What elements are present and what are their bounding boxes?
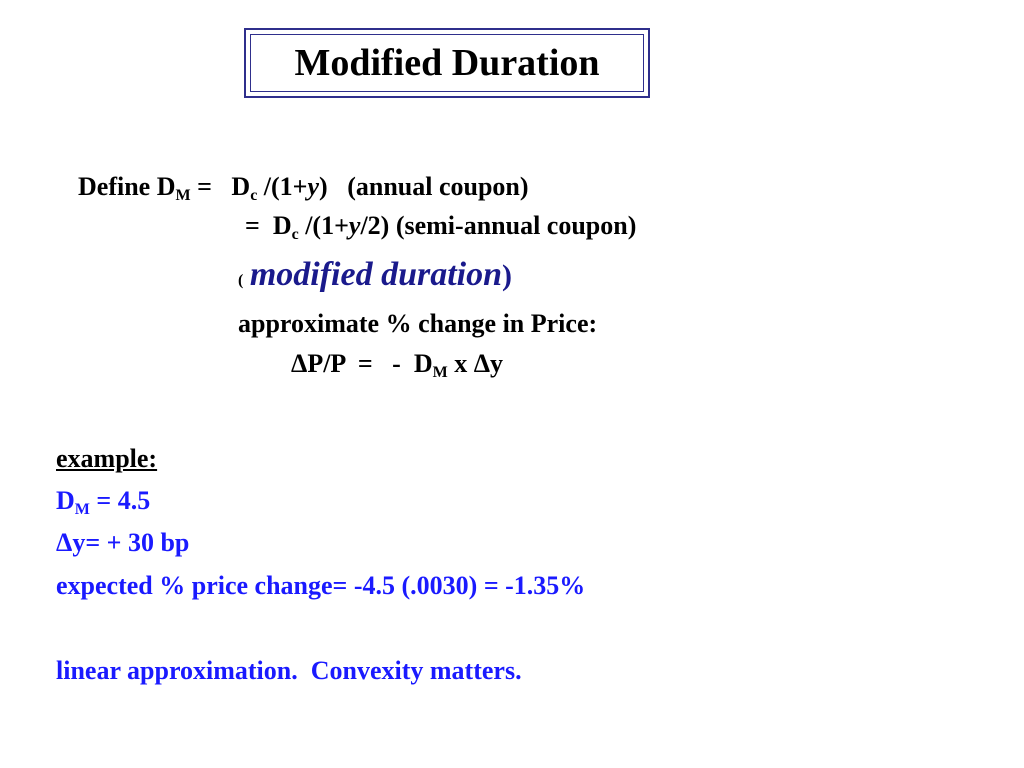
formula-open: /(1+ xyxy=(257,172,308,201)
definition-line-semiannual xyxy=(245,211,636,241)
times-text: x xyxy=(447,349,474,378)
formula-y: y xyxy=(490,349,504,378)
linear-approximation-note: linear approximation. Convexity matters. xyxy=(56,656,522,685)
subscript-c: c xyxy=(291,226,299,243)
equals-dc: = D xyxy=(245,211,292,240)
delta-symbol: Δ xyxy=(473,349,491,378)
modified-duration-text: modified duration xyxy=(249,256,503,293)
annual-coupon-text: ) (annual coupon) xyxy=(319,172,529,201)
example-dm-line xyxy=(56,486,150,516)
subscript-c: c xyxy=(250,187,258,204)
semiannual-coupon-text: /2) (semi-annual coupon) xyxy=(360,211,637,240)
modified-duration-label xyxy=(238,255,512,301)
example-heading: example: xyxy=(56,444,158,473)
open-paren: ( xyxy=(238,272,244,289)
delta-symbol: Δ xyxy=(56,528,73,557)
dm-prefix: D xyxy=(56,486,75,515)
approximate-change-line: approximate % change in Price: xyxy=(238,309,598,338)
title-box xyxy=(244,28,650,98)
variable-y: y xyxy=(348,211,361,240)
variable-y: y xyxy=(307,172,320,201)
expected-price-change-line: expected % price change= -4.5 (.0030) = -1.35% xyxy=(56,571,586,600)
price-change-formula xyxy=(291,349,503,379)
equals-dc: = D xyxy=(190,172,251,201)
define-prefix: Define D xyxy=(78,172,176,201)
dm-value: = 4.5 xyxy=(89,486,151,515)
definition-line-annual xyxy=(78,172,529,202)
subscript-m: M xyxy=(175,187,191,204)
subscript-m: M xyxy=(74,501,90,518)
formula-text: P/P = - D xyxy=(307,349,433,378)
subscript-m: M xyxy=(432,364,448,381)
dy-value: y= + 30 bp xyxy=(72,528,190,557)
formula-open: /(1+ xyxy=(298,211,349,240)
close-paren: ) xyxy=(502,259,513,292)
example-dy-line xyxy=(56,528,189,558)
slide-title: Modified Duration xyxy=(250,34,644,92)
delta-symbol: Δ xyxy=(291,349,308,378)
